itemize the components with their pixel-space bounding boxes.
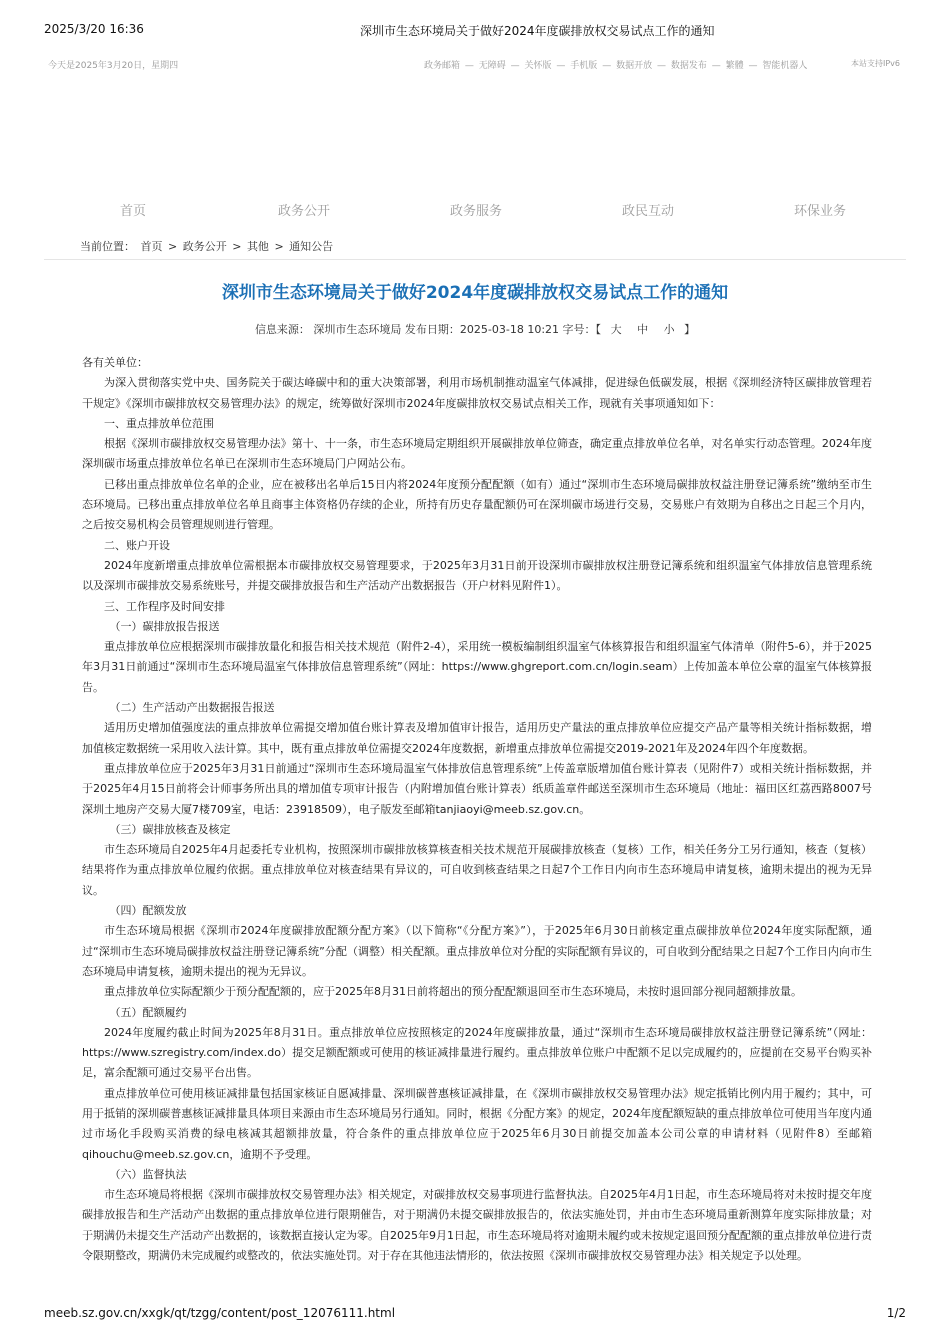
nav-item-gov-affairs[interactable]: 政务公开 [278, 204, 331, 219]
link-robot[interactable]: 智能机器人 [762, 61, 808, 71]
separator: — [510, 61, 520, 71]
link-care-version[interactable]: 关怀版 [524, 61, 552, 71]
link-traditional[interactable]: 繁體 [725, 61, 744, 71]
breadcrumb-label: 当前位置： [80, 240, 135, 253]
print-url: meeb.sz.gov.cn/xxgk/qt/tzgg/content/post_12076111.html [44, 1306, 396, 1320]
link-open-data[interactable]: 数据开放 [616, 61, 653, 71]
page-number: 1/2 [886, 1306, 906, 1320]
article-paragraph: 重点排放单位应于2025年3月31日前通过“深圳市生态环境局温室气体排放信息管理系统”上传盖章版增加值台账计算表（见附件7）或相关统计指标数据，并于2025年4月15日前将会计师事务所出具的增加值专项审计报告（内附增加值台账计算表）纸质盖章件邮送至深圳市生态环境局（地址：福田区红荔西路8007号深圳土地房产交易大厦7楼709室，电话：23918509），电子版发至邮箱tanjiaoyi@meeb.sz.gov.cn。 [82, 761, 872, 816]
article-paragraph: 市生态环境局将根据《深圳市碳排放权交易管理办法》相关规定，对碳排放权交易事项进行监督执法。自2025年4月1日起，市生态环境局将对未按时提交年度碳排放报告和生产活动产出数据的重点排放单位进行限期催告，对于期满仍未提交碳排放报告的，依法实施处罚，并由市生态环境局重新测算年度实际排放量；对于期满仍未提交生产活动产出数据的，该数据直接认定为零。自2025年9月1日起，市生态环境局将对逾期未履约或未按规定退回预分配配额的重点排放单位进行责令限期整改，期满仍未完成履约或整改的，依法实施处罚。对于存在其他违法情形的，依法按照《深圳市碳排放权交易管理办法》相关规定予以处理。 [82, 1188, 872, 1263]
main-nav [44, 200, 906, 220]
article-title: 深圳市生态环境局关于做好2024年度碳排放权交易试点工作的通知 [221, 283, 729, 303]
breadcrumb [80, 238, 335, 254]
subsection-heading: （一）碳排放报告报送 [109, 619, 220, 633]
separator: — [748, 61, 758, 71]
nav-item-interaction[interactable]: 政民互动 [622, 204, 675, 219]
separator: — [602, 61, 612, 71]
breadcrumb-other[interactable]: 其他 [246, 240, 269, 253]
breadcrumb-notices[interactable]: 通知公告 [289, 240, 334, 253]
print-doc-title: 深圳市生态环境局关于做好2024年度碳排放权交易试点工作的通知 [360, 24, 715, 38]
subsection-heading: （六）监督执法 [109, 1167, 187, 1181]
article-body [82, 353, 872, 1266]
separator: — [656, 61, 666, 71]
nav-item-gov-services[interactable]: 政务服务 [450, 204, 503, 219]
breadcrumb-gov-affairs[interactable]: 政务公开 [182, 240, 227, 253]
section-heading: 二、账户开设 [104, 538, 170, 552]
article-paragraph: 根据《深圳市碳排放权交易管理办法》第十、十一条，市生态环境局定期组织开展碳排放单位筛查，确定重点排放单位名单，对名单实行动态管理。2024年度深圳碳市场重点排放单位名单已在深圳市生态环境局门户网站公布。 [82, 437, 872, 471]
article-paragraph: 2024年度履约截止时间为2025年8月31日。重点排放单位应按照核定的2024年度碳排放量，通过“深圳市生态环境局碳排放权益注册登记簿系统”（网址：https://www.szregistry.com/index.do）提交足额配额或可使用的核证减排量进行履约。重点排放单位账户中配额不足以完成履约的，应提前在交易平台购买补足，富余配额可通过交易平台出售。 [82, 1025, 872, 1080]
print-timestamp: 2025/3/20 16:36 [44, 22, 144, 36]
font-size-medium-button[interactable]: 中 [637, 323, 649, 336]
subsection-heading: （三）碳排放核查及核定 [109, 822, 231, 836]
article-paragraph: 已移出重点排放单位名单的企业，应在被移出名单后15日内将2024年度预分配配额（如有）通过“深圳市生态环境局碳排放权益注册登记簿系统”缴纳至市生态环境局。已移出重点排放单位名单且商事主体资格仍存续的企业，所持有历史存量配额仍可在深圳碳市场进行交易，交易账户有效期为自移出之日起三个月内，之后按交易机构会员管理规则进行管理。 [82, 477, 872, 532]
nav-item-home[interactable]: 首页 [120, 204, 147, 219]
nav-item-env-business[interactable]: 环保业务 [794, 204, 847, 219]
article-paragraph: 适用历史增加值强度法的重点排放单位需提交增加值台账计算表及增加值审计报告，适用历史产量法的重点排放单位应提交产品产量等相关统计指标数据，增加值核定数据统一采用收入法计算。其中，既有重点排放单位需提交2024年度数据，新增重点排放单位需提交2019-2021年及2024年四个年度数据。 [82, 721, 872, 755]
font-size-large-button[interactable]: 大 [610, 323, 622, 336]
link-accessibility[interactable]: 无障碍 [478, 61, 506, 71]
subsection-heading: （五）配额履约 [109, 1005, 187, 1019]
article-paragraph: 重点排放单位实际配额少于预分配配额的，应于2025年8月31日前将超出的预分配配额退回至市生态环境局，未按时退回部分视同超额排放量。 [104, 985, 802, 999]
ipv6-notice: 本站支持IPv6 [850, 59, 900, 68]
breadcrumb-sep: > [168, 240, 178, 253]
breadcrumb-sep: > [274, 240, 284, 253]
article-paragraph: 重点排放单位应根据深圳市碳排放量化和报告相关技术规范（附件2-4），采用统一模板编制组织温室气体核算报告和组织温室气体清单（附件5-6），并于2025年3月31日前通过“深圳市生态环境局温室气体排放信息管理系统”（网址：https://www.ghgreport.com.cn/login.seam）上传加盖本单位公章的温室气体核算报告。 [82, 640, 872, 694]
today-date: 今天是2025年3月20日，星期四 [48, 61, 179, 71]
divider [44, 259, 906, 260]
meta-bracket-end: 】 [684, 323, 696, 336]
subsection-heading: （四）配额发放 [109, 904, 187, 918]
link-data-release[interactable]: 数据发布 [670, 61, 707, 71]
utility-links [424, 58, 809, 71]
font-size-small-button[interactable]: 小 [663, 323, 675, 336]
separator: — [464, 61, 474, 71]
section-heading: 一、重点排放单位范围 [104, 416, 214, 430]
article-paragraph: 市生态环境局根据《深圳市2024年度碳排放配额分配方案》（以下简称“《分配方案》”），于2025年6月30日前核定重点碳排放单位2024年度实际配额，通过“深圳市生态环境局碳排放权益注册登记簿系统”分配（调整）相关配额。重点排放单位对分配的实际配额有异议的，可自收到分配结果之日起7个工作日内向市生态环境局申请复核，逾期未提出的视为无异议。 [82, 924, 872, 978]
article-paragraph: 为深入贯彻落实党中央、国务院关于碳达峰碳中和的重大决策部署，利用市场机制推动温室气体减排，促进绿色低碳发展，根据《深圳经济特区碳排放管理若干规定》《深圳市碳排放权交易管理办法》的规定，统筹做好深圳市2024年度碳排放权交易试点相关工作，现就有关事项通知如下： [82, 376, 872, 410]
breadcrumb-home[interactable]: 首页 [140, 240, 163, 253]
article-meta [44, 321, 906, 337]
link-mobile[interactable]: 手机版 [570, 61, 598, 71]
article-paragraph: 重点排放单位可使用核证减排量包括国家核证自愿减排量、深圳碳普惠核证减排量，在《深圳市碳排放权交易管理办法》规定抵销比例内用于履约；其中，可用于抵销的深圳碳普惠核证减排量具体项目来源由市生态环境局另行通知。同时，根据《分配方案》的规定，2024年度配额短缺的重点排放单位可使用当年度内通过市场化手段购买消费的绿电核减其超额排放量，符合条件的重点排放单位应于2025年6月30日前提交加盖本公司公章的申请材料（见附件8）至邮箱qihouchu@meeb.sz.gov.cn，逾期不予受理。 [82, 1086, 872, 1161]
separator: — [556, 61, 566, 71]
breadcrumb-sep: > [232, 240, 242, 253]
subsection-heading: （二）生产活动产出数据报告报送 [109, 701, 275, 715]
article-paragraph: 2024年度新增重点排放单位需根据本市碳排放权交易管理要求，于2025年3月31日前开设深圳市碳排放权注册登记簿系统和组织温室气体排放信息管理系统以及深圳市碳排放交易系统账号，并提交碳排放报告和生产活动产出数据报告（开户材料见附件1）。 [82, 558, 872, 593]
section-heading: 三、工作程序及时间安排 [104, 599, 225, 613]
separator: — [711, 61, 721, 71]
meta-source-date: 信息来源： 深圳市生态环境局 发布日期：2025-03-18 10:21 字号：【 [254, 323, 602, 336]
link-gov-mail[interactable]: 政务邮箱 [424, 61, 461, 71]
article-paragraph: 市生态环境局自2025年4月起委托专业机构，按照深圳市碳排放核算核查相关技术规范开展碳排放核查（复核）工作，相关任务分工另行通知，核查（复核）结果将作为重点排放单位履约依据。重点排放单位对核查结果有异议的，可自收到核查结果之日起7个工作日内向市生态环境局申请复核，逾期未提出的视为无异议。 [82, 843, 872, 897]
article-salutation: 各有关单位： [82, 356, 148, 369]
